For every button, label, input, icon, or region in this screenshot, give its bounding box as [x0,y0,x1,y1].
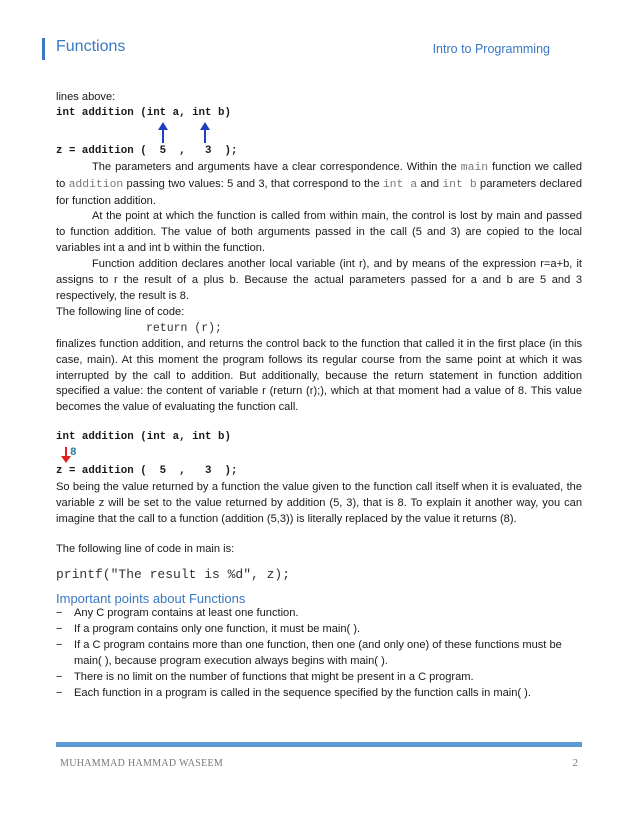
down-arrow-icon [60,446,100,464]
list-item [56,638,582,670]
paragraph-parameters [56,160,582,210]
code-printf: printf("The result is %d", z); [56,566,291,582]
spacer [56,528,582,542]
up-arrow-icon [158,122,168,143]
spacer [56,583,582,591]
parameter-arrows [56,122,582,144]
dash-bullet-icon: − [56,687,63,699]
dash-bullet-icon: − [56,639,63,652]
code-call-2: z = addition ( 5 , 3 ); [56,465,238,478]
paragraph-finalizes: finalizes function addition, and returns the control back to the function that called it in the first place (in this case, main). At this moment the program follows its regular course from the same point at which it was interrupted by the call to addition. But additionally, because the return statement in function addition specified a value: the content of variable r (return (r);), which at that moment had a value of 8. This value becomes the value of evaluating the function call. [56,337,582,414]
spacer [56,416,582,430]
list-item-text: Any C program contains at least one function. [74,607,299,620]
text-segment: and [417,177,443,190]
dash-bullet-icon: − [56,671,63,684]
list-item-text: If a C program contains more than one function, then one (and only one) of these functions must be main( ), because program execution always begins with main( ). [74,639,562,668]
footer-rule [56,742,582,747]
spacer [56,558,582,567]
important-points-list [56,606,582,701]
paragraph-following-line: The following line of code: [56,305,185,318]
list-item [56,606,582,622]
return-value-label: 8 [70,447,77,460]
paragraph-line-in-main: The following line of code in main is: [56,542,235,555]
code-decl-1: int addition (int a, int b) [56,106,231,119]
code-decl-2: int addition (int a, int b) [56,431,231,444]
footer-author: MUHAMMAD HAMMAD WASEEM [60,758,224,769]
inline-code-int-b: int b [442,178,477,191]
text-segment: The parameters and arguments have a clear correspondence. Within the [92,160,461,173]
list-item [56,622,582,638]
list-item [56,670,582,686]
list-item-text: There is no limit on the number of functions that might be present in a C program. [74,671,474,684]
up-arrow-icon [200,122,210,143]
page-number: 2 [572,757,578,769]
list-item-text: Each function in a program is called in the sequence specified by the function calls in main( ). [74,687,531,699]
paragraph-value-returned: So being the value returned by a function the value given to the function call itself when it is evaluated, the variable z will be set to the value returned by addition (5, 3), that is 8. To explain it another way, you can imagine that the call to a function (addition (5,3)) is literally replaced by the value it returns (8). [56,481,582,525]
header-subtitle: Intro to Programming [432,42,550,56]
list-item [56,686,582,702]
code-call-1: z = addition ( 5 , 3 ); [56,144,238,157]
dash-bullet-icon: − [56,623,63,636]
header-title: Functions [56,38,126,55]
header-accent-bar [42,38,45,60]
paragraph-local-variable: Function addition declares another local variable (int r), and by means of the expression r=a+b, it assigns to r the result of a plus b. Because the actual parameters passed for a and b are 5 and 3 respectively, the result is 8. [56,258,582,302]
inline-code-main: main [460,161,489,174]
return-arrow-row [56,446,582,464]
code-return: return (r); [146,321,222,335]
inline-code-addition: addition [68,178,124,191]
section-heading: Important points about Functions [56,590,246,606]
text-segment: function we called to [56,160,582,190]
inline-code-int-a: int a [382,178,418,191]
lines-above-text: lines above: [56,91,116,103]
text-segment: parameters declared for function addition. [56,177,582,207]
text-segment: passing two values: 5 and 3, that correspond to the [123,177,383,190]
page-content [56,90,582,702]
paragraph-control-passing: At the point at which the function is called from within main, the control is lost by main and passed to function addition. The value of both arguments passed in the call (5 and 3) are copied to the local variables int a and int b within the function. [56,210,582,255]
list-item-text: If a program contains only one function, it must be main( ). [74,623,361,636]
dash-bullet-icon: − [56,607,63,620]
